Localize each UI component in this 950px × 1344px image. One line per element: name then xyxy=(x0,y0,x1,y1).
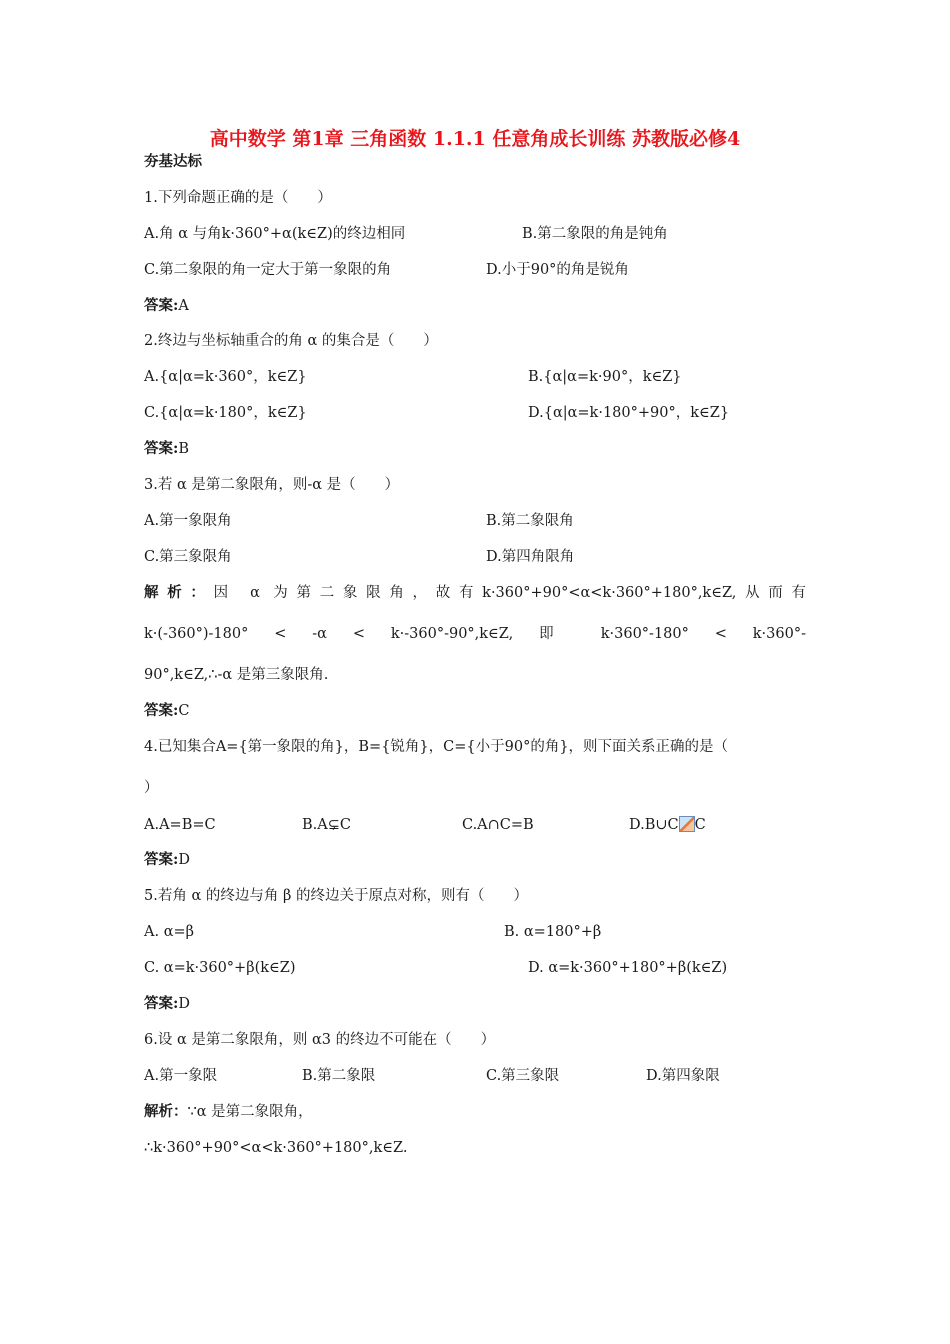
q6-stem: 6.设 α 是第二象限角，则 α3 的终边不可能在（ ） xyxy=(144,1032,496,1048)
q3-option-b: B.第二象限角 xyxy=(486,513,574,529)
q2-stem: 2.终边与坐标轴重合的角 α 的集合是（ ） xyxy=(144,333,438,349)
q4-stem-line-2: ） xyxy=(144,780,159,796)
analysis-label: 解析： xyxy=(144,584,214,601)
answer-label: 答案: xyxy=(144,702,179,719)
q4-option-b-prefix: B.A xyxy=(302,817,328,833)
q5-option-c: C. α=k·360°+β(k∈Z) xyxy=(144,960,296,976)
q6-analysis-line-1 xyxy=(144,1102,313,1122)
q2-answer xyxy=(144,439,189,459)
q5-answer xyxy=(144,994,190,1014)
q3-analysis-line-3: 90°,k∈Z,∴-α 是第三象限角. xyxy=(144,667,329,683)
broken-image-icon xyxy=(679,816,695,832)
q1-option-a: A.角 α 与角k·360°+α(k∈Z)的终边相同 xyxy=(144,226,406,242)
answer-label: 答案: xyxy=(144,440,179,457)
section-heading: 夯基达标 xyxy=(144,153,202,170)
q1-option-d: D.小于90°的角是锐角 xyxy=(486,262,629,278)
q3-stem: 3.若 α 是第二象限角，则-α 是（ ） xyxy=(144,477,400,493)
q3-option-a: A.第一象限角 xyxy=(144,513,232,529)
q3-option-c: C.第三象限角 xyxy=(144,549,232,565)
q2-answer-value: B xyxy=(178,441,190,457)
q6-option-d: D.第四象限 xyxy=(646,1068,720,1084)
q6-option-a: A.第一象限 xyxy=(144,1068,218,1084)
q6-analysis-text-1: ∵α 是第二象限角， xyxy=(187,1104,313,1120)
q4-option-b xyxy=(302,815,351,835)
document-title: 高中数学 第1章 三角函数 1.1.1 任意角成长训练 苏教版必修4 xyxy=(209,128,741,150)
q1-answer-value: A xyxy=(178,298,189,314)
q3-answer xyxy=(144,701,189,721)
q1-option-b: B.第二象限的角是钝角 xyxy=(522,226,668,242)
q3-answer-value: C xyxy=(178,703,190,719)
q4-option-a: A.A=B=C xyxy=(144,817,216,833)
q4-option-d-suffix: C xyxy=(694,817,706,833)
answer-label: 答案: xyxy=(144,851,179,868)
q5-option-b: B. α=180°+β xyxy=(504,924,602,940)
answer-label: 答案: xyxy=(144,995,179,1012)
q6-option-b: B.第二象限 xyxy=(302,1068,376,1084)
q4-option-d xyxy=(629,815,706,835)
q5-stem: 5.若角 α 的终边与角 β 的终边关于原点对称，则有（ ） xyxy=(144,888,528,904)
q4-answer xyxy=(144,850,190,870)
q4-option-d-prefix: D.B∪C xyxy=(629,817,679,833)
q2-option-c: C.{α|α=k·180°，k∈Z} xyxy=(144,405,307,421)
q4-answer-value: D xyxy=(178,852,190,868)
q3-option-d: D.第四角限角 xyxy=(486,549,575,565)
q5-option-d: D. α=k·360°+180°+β(k∈Z) xyxy=(528,960,728,976)
q3-analysis-text-1: 因 α 为第二象限角，故有k·360°+90°<α<k·360°+180°,k∈Z,从而有 xyxy=(213,585,807,601)
q4-option-c: C.A∩C=B xyxy=(462,817,534,833)
q6-option-c: C.第三象限 xyxy=(486,1068,560,1084)
q1-answer xyxy=(144,296,189,316)
q1-stem: 1.下列命题正确的是（ ） xyxy=(144,190,332,206)
q1-option-c: C.第二象限的角一定大于第一象限的角 xyxy=(144,262,392,278)
q3-analysis-line-1 xyxy=(144,583,806,603)
q5-answer-value: D xyxy=(178,996,190,1012)
q2-option-b: B.{α|α=k·90°，k∈Z} xyxy=(528,369,682,385)
q2-option-a: A.{α|α=k·360°，k∈Z} xyxy=(144,369,307,385)
q3-analysis-line-2: k·(-360°)-180° < -α < k·-360°-90°,k∈Z, 即 k·360°-180° < k·360°- xyxy=(144,626,806,642)
q6-analysis-line-2: ∴k·360°+90°<α<k·360°+180°,k∈Z. xyxy=(144,1140,408,1156)
q2-option-d: D.{α|α=k·180°+90°，k∈Z} xyxy=(528,405,730,421)
analysis-label: 解析： xyxy=(144,1103,188,1120)
q4-stem-line-1: 4.已知集合A={第一象限的角}，B={锐角}，C={小于90°的角}，则下面关系正确的是（ xyxy=(144,739,729,755)
q4-option-b-suffix: C xyxy=(339,817,352,833)
subset-symbol: ⊊ xyxy=(327,817,340,833)
answer-label: 答案: xyxy=(144,297,179,314)
q5-option-a: A. α=β xyxy=(144,924,195,940)
